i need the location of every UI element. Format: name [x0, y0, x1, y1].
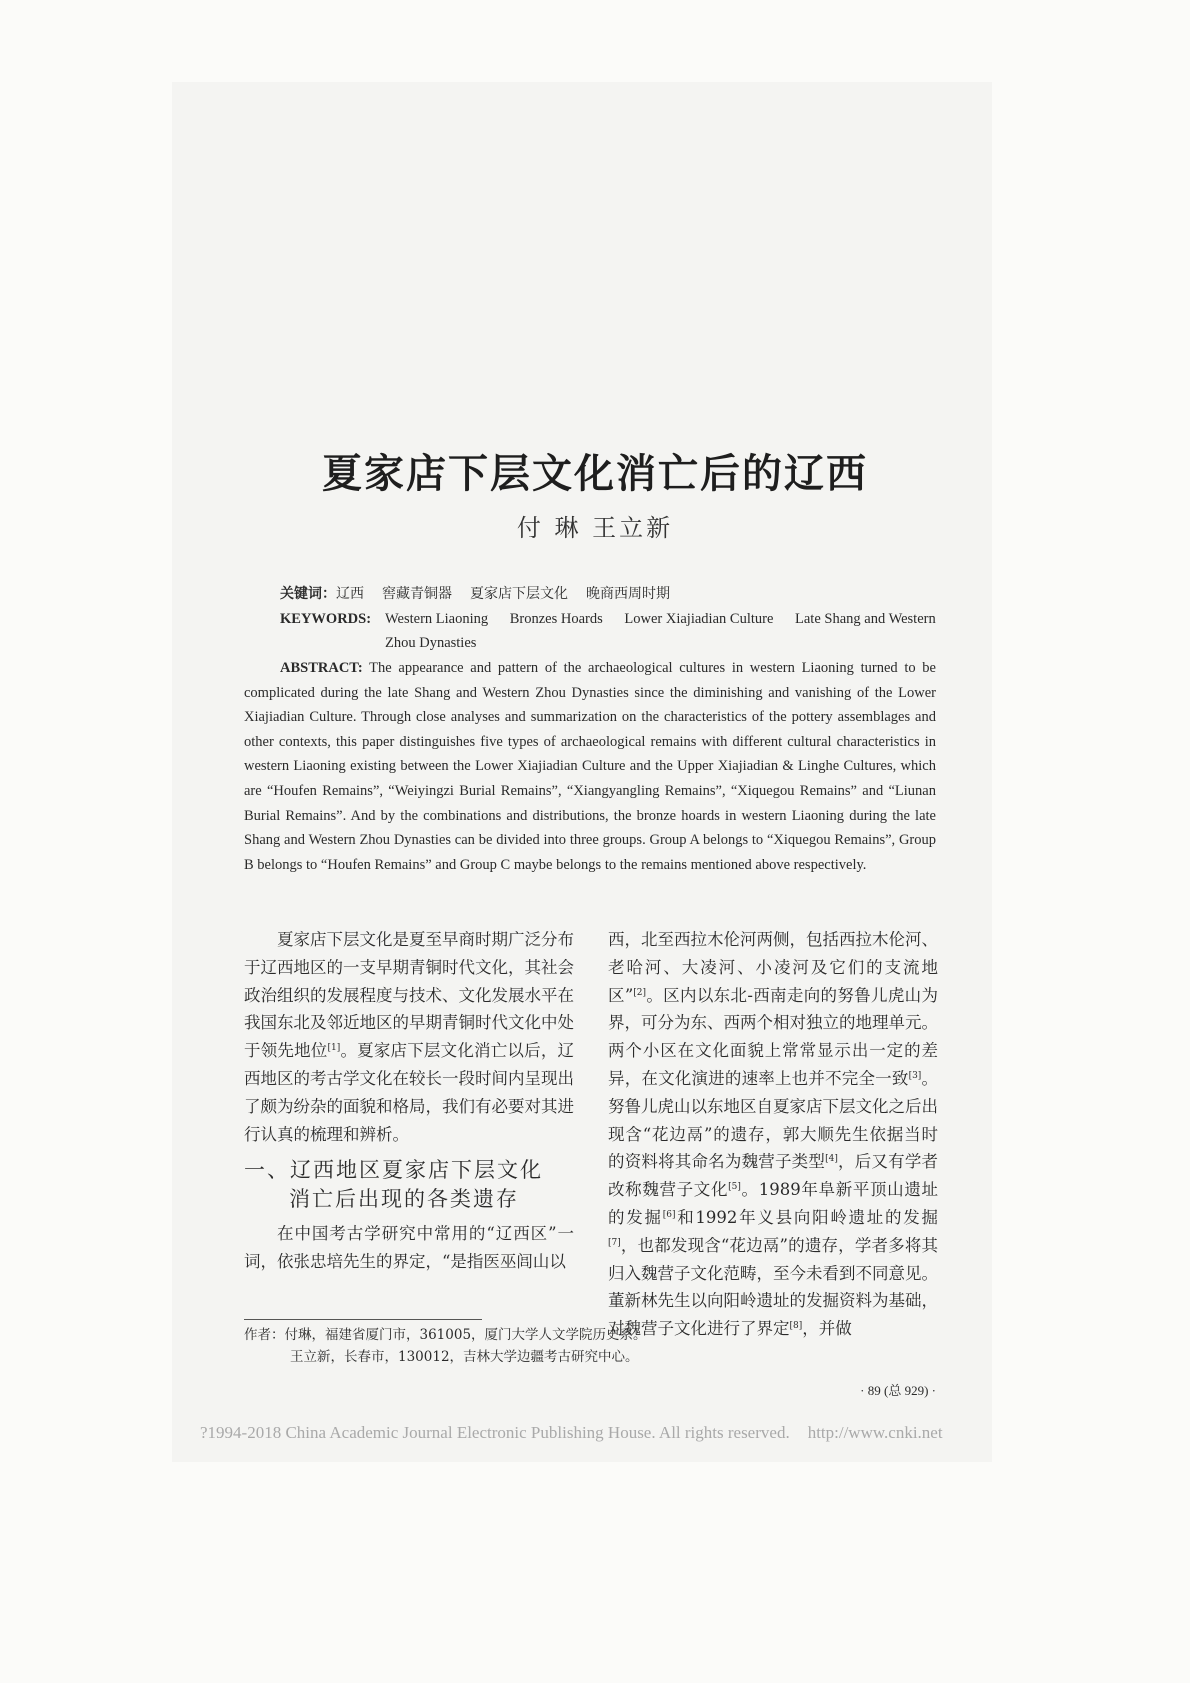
keyword-item: 辽西	[336, 586, 364, 602]
body-text: 1989年阜新平顶山遗址的发掘	[608, 1180, 939, 1227]
body-text: 并做	[818, 1319, 852, 1339]
citation-ref[interactable]: [7]	[608, 1237, 621, 1248]
citation-ref[interactable]: [1]	[327, 1043, 341, 1054]
footnote-line: 作者：付琳，福建省厦门市，361005，厦门大学人文学院历史系。	[244, 1327, 647, 1343]
section-heading-line: 消亡后出现的各类遗存	[289, 1187, 519, 1212]
author-footnote	[244, 1324, 647, 1368]
citation-ref[interactable]: [2]	[633, 987, 647, 998]
article-authors: 付 琳 王立新	[516, 514, 674, 542]
body-text: 区内以东北-西南走向的努鲁儿虎山为界，可分为东、西两个相对独立的地理单元。两个小区在文化面貌上常常显示出一定的差异，在文化演进的速率上也并不完全一致	[608, 985, 938, 1088]
body-text: 后又有学者改称魏营子文化	[608, 1152, 939, 1200]
article-title: 夏家店下层文化消亡后的辽西	[322, 450, 868, 497]
body-text: 。	[740, 1180, 759, 1200]
citation-ref[interactable]: [4]	[825, 1154, 838, 1165]
body-paragraph	[244, 926, 574, 1148]
body-text: 西，北至西拉木伦河两侧，包括西拉木伦河、老哈河、大凌河、小凌河及它们的支流地区”	[608, 930, 938, 1005]
body-text: 也都发现含“花边鬲”的遗存，学者多将其归入魏营子文化范畴，至今未看到不同意见。董新林先生以向阳岭遗址的发掘资料为基础，对魏营子文化进行了界定	[608, 1235, 939, 1339]
keyword-item: Bronzes Hoards	[509, 611, 603, 627]
body-text: ，	[802, 1319, 819, 1339]
abstract-text: The appearance and pattern of the archaeological cultures in western Liaoning turned to be complicated during the late Shang and Western Zhou Dynasties since the diminishing and vanishing of the Lower Xiajiadian Culture. Through close analyses and summarization on the characteristics of the pottery assemblages and other contexts, this paper distinguishes five types of archaeological remains with different cultural characteristics in western Liaoning existing between the Lower Xiajiadian Culture and the Upper Xiajiadian & Linghe Cultures, which are “Houfen Remains”, “Weiyingzi Burial Remains”, “Xiangyangling Remains”, “Xiquegou Remains” and “Liunan Burial Remains”. And by the combinations and distributions, the bronze hoards in western Liaoning during the late Shang and Western Zhou Dynasties can be divided into three groups. Group A belongs to “Xiquegou Remains”, Group B belongs to “Houfen Remains” and Group C maybe belongs to the remains mentioned above respectively.	[244, 660, 936, 873]
keywords-english	[280, 607, 936, 655]
abstract	[244, 656, 936, 877]
body-text: 。	[646, 985, 664, 1005]
keywords-english-list	[385, 607, 936, 655]
keyword-item: 晚商西周时期	[586, 586, 670, 602]
keyword-item: Lower Xiajiadian Culture	[624, 611, 774, 627]
body-column-left	[244, 926, 574, 1276]
keyword-item: Late Shang and Western Zhou Dynasties	[385, 611, 936, 651]
page-number: · 89 (总 929) ·	[860, 1383, 936, 1398]
body-text: ，	[620, 1235, 638, 1255]
body-text: ，	[837, 1152, 855, 1172]
body-text: 1992年义县向阳岭遗址的发掘	[695, 1207, 938, 1227]
body-paragraph	[244, 1220, 574, 1276]
copyright-url[interactable]: http://www.cnki.net	[807, 1423, 943, 1442]
body-text: 在中国考古学研究中常用的“辽西区”一词，依张忠培先生的界定，“是指医巫闾山以	[244, 1224, 574, 1272]
keywords-chinese-label: 关键词：	[280, 586, 336, 602]
keyword-item: 夏家店下层文化	[470, 586, 568, 602]
section-heading	[244, 1156, 574, 1214]
body-column-right	[608, 926, 938, 1343]
footnote-divider	[244, 1319, 482, 1320]
citation-ref[interactable]: [3]	[908, 1070, 922, 1081]
body-text: 夏家店下层文化是夏至早商时期广泛分布于辽西地区的一支早期青铜时代文化，其社会政治组织的发展程度与技术、文化发展水平在我国东北及邻近地区的早期青铜时代文化中处于领先地位	[244, 930, 574, 1061]
keyword-item: Western Liaoning	[385, 611, 489, 627]
body-paragraph	[608, 926, 938, 1343]
body-text: 。夏家店下层文化消亡以后，辽西地区的考古学文化在较长一段时间内呈现出了颇为纷杂的面貌和格局，我们有必要对其进行认真的梳理和辨析。	[244, 1041, 575, 1144]
copyright-notice	[200, 1423, 943, 1443]
citation-ref[interactable]: [5]	[728, 1182, 741, 1193]
body-text: 。	[921, 1068, 939, 1088]
citation-ref[interactable]: [6]	[662, 1209, 676, 1220]
abstract-label: ABSTRACT:	[280, 660, 363, 676]
keyword-item: 窖藏青铜器	[382, 586, 452, 602]
keywords-english-label: KEYWORDS:	[280, 611, 372, 627]
keywords-chinese	[280, 583, 688, 605]
section-heading-line: 一、辽西地区夏家店下层文化	[244, 1158, 543, 1183]
citation-ref[interactable]: [8]	[789, 1321, 803, 1332]
footnote-line: 王立新，长春市，130012，吉林大学边疆考古研究中心。	[290, 1349, 639, 1365]
body-text: 努鲁儿虎山以东地区自夏家店下层文化之后出现含“花边鬲”的遗存，郭大顺先生依据当时的资料将其命名为魏营子类型	[608, 1096, 938, 1172]
body-text: 和	[675, 1207, 696, 1227]
copyright-text: ?1994-2018 China Academic Journal Electronic Publishing House. All rights reserved.	[200, 1423, 790, 1442]
